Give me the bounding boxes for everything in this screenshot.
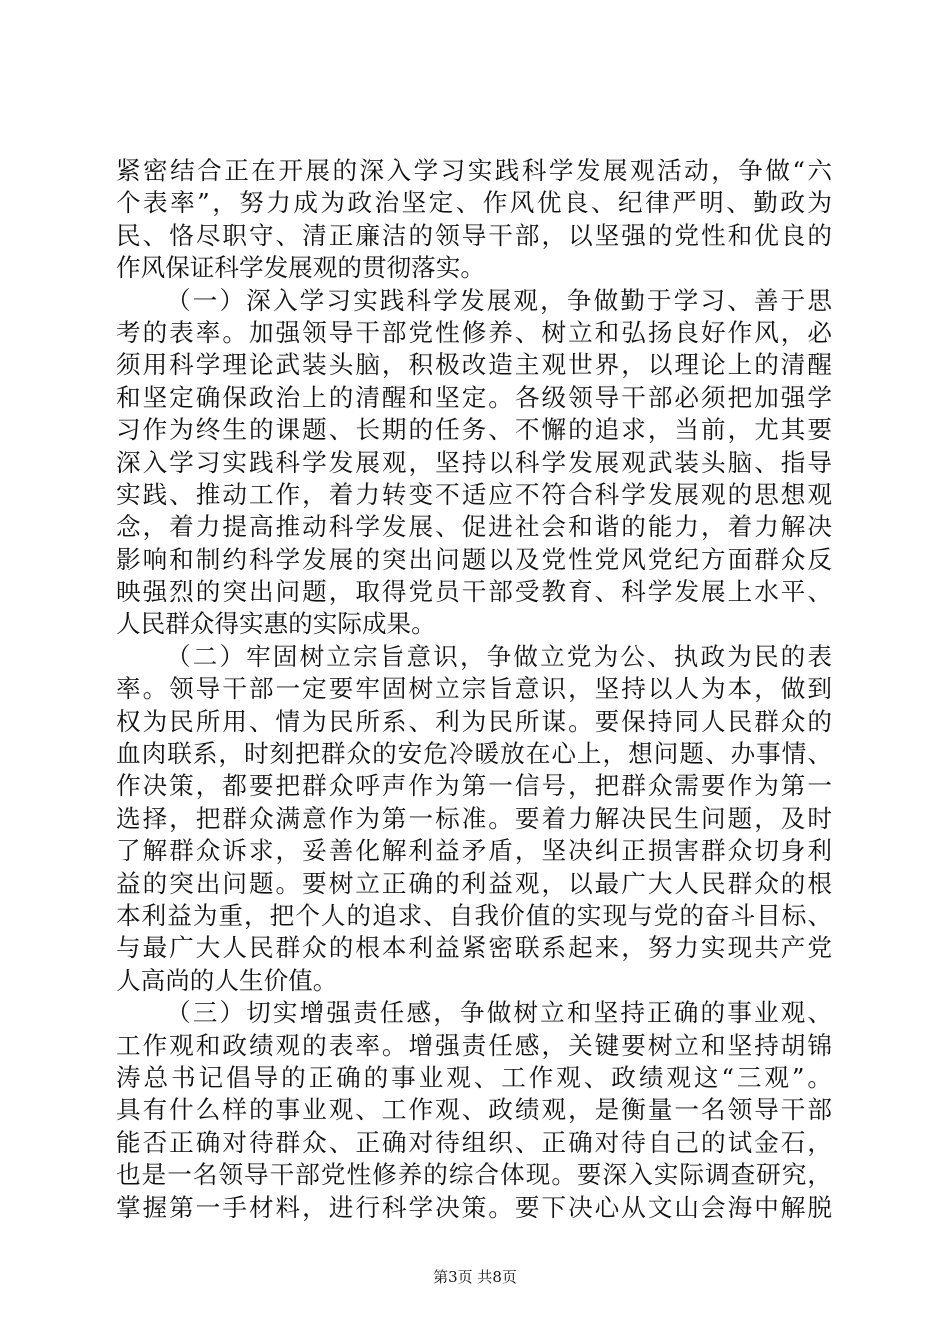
paragraph xyxy=(116,155,832,285)
text-line: 能否正确对待群众、正确对待组织、正确对待自己的试金石， xyxy=(116,1127,832,1157)
text-line: 血肉联系，时刻把群众的安危冷暖放在心上，想问题、办事情、 xyxy=(116,739,832,769)
text-line: 作风保证科学发展观的贯彻落实。 xyxy=(116,253,485,283)
text-line: （二）牢固树立宗旨意识，争做立党为公、执政为民的表 xyxy=(166,641,832,671)
page-number-footer: 第3页 共8页 xyxy=(433,1268,517,1286)
text-line: 作决策，都要把群众呼声作为第一信号，把群众需要作为第一 xyxy=(116,771,832,801)
text-line: 习作为终生的课题、长期的任务、不懈的追求，当前，尤其要 xyxy=(116,415,832,445)
text-line: 率。领导干部一定要牢固树立宗旨意识，坚持以人为本，做到 xyxy=(116,674,832,704)
text-line: （三）切实增强责任感，争做树立和坚持正确的事业观、 xyxy=(166,998,832,1028)
text-line: 影响和制约科学发展的突出问题以及党性党风党纪方面群众反 xyxy=(116,544,832,574)
paragraph xyxy=(116,641,832,997)
text-line: 个表率”，努力成为政治坚定、作风优良、纪律严明、勤政为 xyxy=(116,188,832,218)
text-line: 映强烈的突出问题，取得党员干部受教育、科学发展上水平、 xyxy=(116,577,832,607)
text-line: 具有什么样的事业观、工作观、政绩观，是衡量一名领导干部 xyxy=(116,1095,832,1125)
document-body xyxy=(116,155,832,1224)
text-line: 和坚定确保政治上的清醒和坚定。各级领导干部必须把加强学 xyxy=(116,382,832,412)
text-line: 实践、推动工作，着力转变不适应不符合科学发展观的思想观 xyxy=(116,479,832,509)
text-line: 须用科学理论武装头脑，积极改造主观世界，以理论上的清醒 xyxy=(116,350,832,380)
text-line: 益的突出问题。要树立正确的利益观，以最广大人民群众的根 xyxy=(116,868,832,898)
text-line: 工作观和政绩观的表率。增强责任感，关键要树立和坚持胡锦 xyxy=(116,1030,832,1060)
text-line: 念，着力提高推动科学发展、促进社会和谐的能力，着力解决 xyxy=(116,512,832,542)
text-line: 本利益为重，把个人的追求、自我价值的实现与党的奋斗目标、 xyxy=(116,900,832,930)
paragraph xyxy=(116,285,832,641)
paragraph xyxy=(116,997,832,1224)
text-line: 也是一名领导干部党性修养的综合体现。要深入实际调查研究， xyxy=(116,1160,832,1190)
text-line: 紧密结合正在开展的深入学习实践科学发展观活动，争做“六 xyxy=(116,156,832,185)
text-line: 掌握第一手材料，进行科学决策。要下决心从文山会海中解脱 xyxy=(116,1192,832,1222)
text-line: （一）深入学习实践科学发展观，争做勤于学习、善于思 xyxy=(166,285,832,315)
text-line: 人民群众得实惠的实际成果。 xyxy=(116,609,436,639)
text-line: 人高尚的人生价值。 xyxy=(116,965,338,995)
text-line: 与最广大人民群众的根本利益紧密联系起来，努力实现共产党 xyxy=(116,933,832,963)
text-line: 考的表率。加强领导干部党性修养、树立和弘扬良好作风，必 xyxy=(116,317,832,347)
text-line: 选择，把群众满意作为第一标准。要着力解决民生问题，及时 xyxy=(116,803,832,833)
text-line: 了解群众诉求，妥善化解利益矛盾，坚决纠正损害群众切身利 xyxy=(116,836,832,866)
text-line: 民、恪尽职守、清正廉洁的领导干部，以坚强的党性和优良的 xyxy=(116,220,832,250)
text-line: 权为民所用、情为民所系、利为民所谋。要保持同人民群众的 xyxy=(116,706,832,736)
text-line: 深入学习实践科学发展观，坚持以科学发展观武装头脑、指导 xyxy=(116,447,832,477)
text-line: 涛总书记倡导的正确的事业观、工作观、政绩观这“三观”。 xyxy=(116,1062,832,1092)
